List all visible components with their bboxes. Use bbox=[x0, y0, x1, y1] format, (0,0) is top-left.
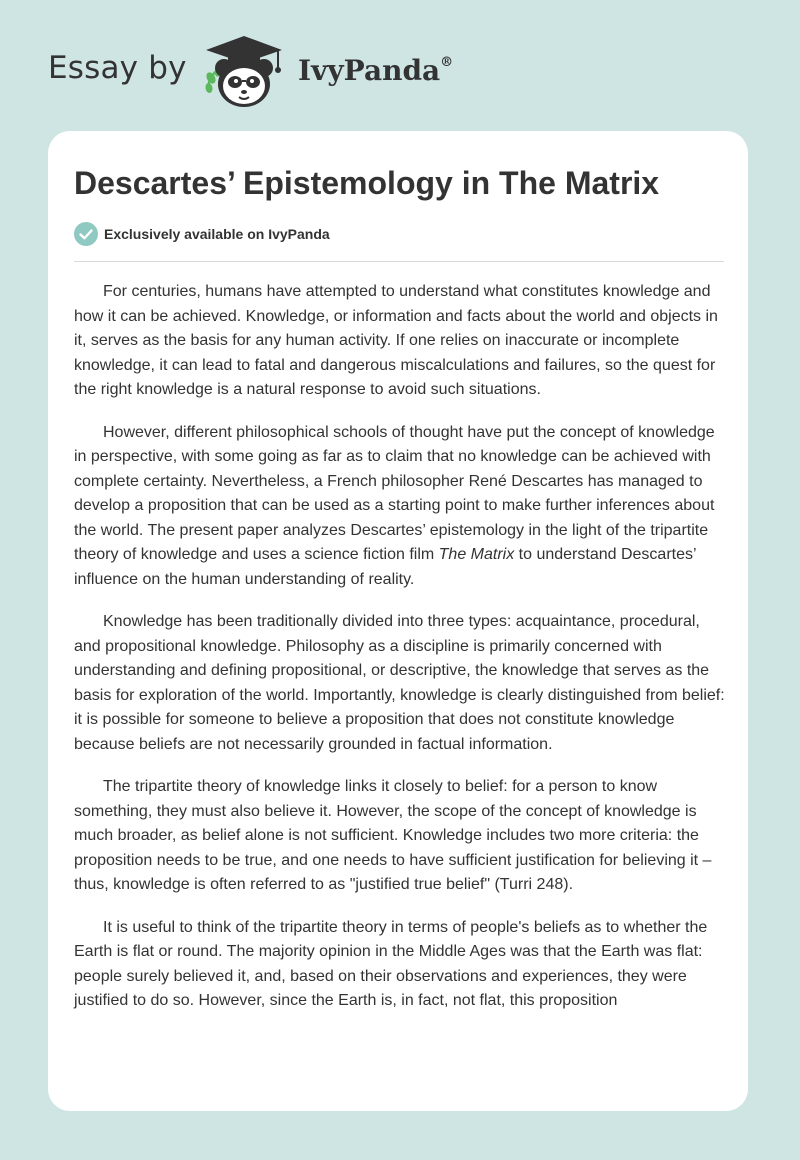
essay-title: Descartes’ Epistemology in The Matrix bbox=[74, 165, 660, 201]
paragraph-text: to understand Descartes’ influence on the human understanding of reality. bbox=[74, 546, 696, 588]
paragraph: It is useful to think of the tripartite theory in terms of people's beliefs as to whether the Earth is flat or round. The majority opinion in the Middle Ages was that the Earth was flat: people surely believed it, and, based on their observations and experiences, they were justified to do so. However, since the Earth is, in fact, not flat, this proposition bbox=[74, 918, 708, 1009]
paragraph-text: However, different philosophical schools of thought have put the concept of knowledge in perspective, with some going as far as to claim that no knowledge can be achieved with complete certainty. Nevertheless, a French philosopher René Descartes has managed to develop a proposition that can be used as a starting point to make further inferences about the world. The present paper analyzes Descartes’ epistemology in the light of the tripartite theory of knowledge and uses a science fiction film bbox=[74, 423, 715, 563]
essay-by-label: Essay by bbox=[48, 50, 187, 86]
essay-card bbox=[48, 131, 748, 1111]
brand-name bbox=[298, 54, 453, 87]
paragraph bbox=[74, 421, 728, 593]
film-title: The Matrix bbox=[438, 546, 515, 563]
panda-logo-icon[interactable] bbox=[200, 34, 294, 110]
brand-name-text: IvyPanda bbox=[298, 54, 441, 87]
registered-mark: ® bbox=[440, 54, 454, 70]
exclusive-badge bbox=[74, 221, 330, 247]
site-header bbox=[48, 34, 488, 110]
essay-body bbox=[74, 280, 728, 1032]
check-circle-icon bbox=[74, 222, 98, 246]
title-divider bbox=[74, 261, 724, 262]
paragraph: For centuries, humans have attempted to understand what constitutes knowledge and how it can be achieved. Knowledge, or information and facts about the world and objects in it, serves as the basis for any human activity. If one relies on inaccurate or incomplete knowledge, it can lead to fatal and dangerous miscalculations and failures, so the quest for the right knowledge is a natural response to avoid such situations. bbox=[74, 283, 718, 398]
paragraph: Knowledge has been traditionally divided into three types: acquaintance, procedural, and propositional knowledge. Philosophy as a discipline is primarily concerned with understanding and defining propositional, or descriptive, the knowledge that serves as the basis for exploration of the world. Importantly, knowledge is clearly distinguished from belief: it is possible for someone to believe a proposition that does not constitute knowledge because beliefs are not necessarily grounded in factual information. bbox=[74, 613, 725, 753]
paragraph: The tripartite theory of knowledge links it closely to belief: for a person to know something, they must also believe it. However, the scope of the concept of knowledge is much broader, as belief alone is not sufficient. Knowledge includes two more criteria: the proposition needs to be true, and one needs to have sufficient justification for believing it – thus, knowledge is often referred to as "justified true belief" (Turri 248). bbox=[74, 778, 712, 893]
exclusive-badge-label: Exclusively available on IvyPanda bbox=[104, 226, 330, 242]
